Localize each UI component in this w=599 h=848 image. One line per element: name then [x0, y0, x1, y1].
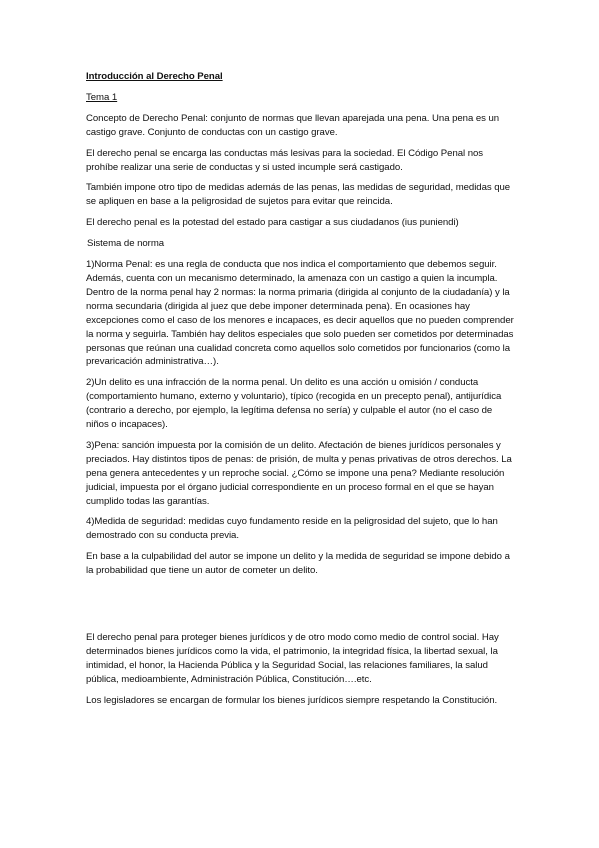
paragraph-penal-norm: 1)Norma Penal: es una regla de conducta que nos indica el comportamiento que debemos seguir. Además, cuenta con un mecanismo determinado, la amenaza con un castigo a quien la incumpla. Dentro de la norma penal hay 2 normas: la norma primaria (dirigida al conjunto de la ciudadanía) y la norma secundaria (dirigida al juez que debe imponer determinada pena). En ocasiones hay excepciones como el caso de los menores e incapaces, es decir aquellos que no pueden comprender la norma y seguirla. También hay delitos especiales que solo pueden ser cometidos por determinadas personas que reúnan una cualidad concreta como aquellos solo cometidos por funcionarios (como la prevaricación administrativa…).: [86, 259, 514, 368]
paragraph-legal-goods: El derecho penal para proteger bienes jurídicos y de otro modo como medio de control social. Hay determinados bienes jurídicos como la vida, el patrimonio, la integridad física, la libertad sexual, la intimidad, el honor, la Hacienda Pública y la Seguridad Social, las relaciones familiares, la salud pública, medioambiente, Administración Pública, Constitución….etc.: [86, 632, 499, 685]
paragraph-lesive-conducts: El derecho penal se encarga las conductas más lesivas para la sociedad. El Código Penal nos prohíbe realizar una serie de conductas y si usted incumple será castigado.: [86, 147, 484, 173]
document-spacer: [86, 585, 516, 631]
paragraph-culpability: En base a la culpabilidad del autor se impone un delito y la medida de seguridad se impone debido a la probabilidad que tiene un autor de cometer un delito.: [86, 551, 510, 577]
document-subtitle: Tema 1: [86, 91, 118, 103]
paragraph-penalty: 3)Pena: sanción impuesta por la comisión de un delito. Afectación de bienes jurídicos personales y preciados. Hay distintos tipos de penas: de prisión, de multa y penas privativas de otros derechos. La pena genera antecedentes y un reproche social. ¿Cómo se impone una pena? Mediante resolución judicial, impuesta por el órgano judicial correspondiente en un proceso formal en el que se hayan cumplido todas las garantías.: [86, 439, 512, 507]
paragraph-security-measures: También impone otro tipo de medidas además de las penas, las medidas de seguridad, medidas que se apliquen en base a la peligrosidad de sujetos para evitar que reincida.: [86, 182, 511, 208]
paragraph-legislators: Los legisladores se encargan de formular los bienes jurídicos siempre respetando la Constitución.: [86, 694, 498, 706]
document-title: Introducción al Derecho Penal: [86, 71, 223, 82]
paragraph-crime: 2)Un delito es una infracción de la norma penal. Un delito es una acción u omisión / conducta (comportamiento humano, externo y voluntario), típico (recogida en un precepto penal), antijurídica (contrario a derecho, por ejemplo, la legítima defensa no sería) y culpable el autor (no el caso de niños o incapaces).: [86, 377, 502, 431]
paragraph-concept: Concepto de Derecho Penal: conjunto de normas que llevan aparejada una pena. Una pena es un castigo grave. Conjunto de conductas con un castigo grave.: [86, 112, 500, 138]
paragraph-security-measure-definition: 4)Medida de seguridad: medidas cuyo fundamento reside en la peligrosidad del sujeto, que lo han demostrado con su conducta previa.: [86, 516, 498, 542]
paragraph-ius-puniendi: El derecho penal es la potestad del estado para castigar a sus ciudadanos (ius puniendi): [86, 217, 459, 229]
document-body: [86, 70, 516, 715]
paragraph-norm-system: Sistema de norma: [87, 238, 165, 250]
